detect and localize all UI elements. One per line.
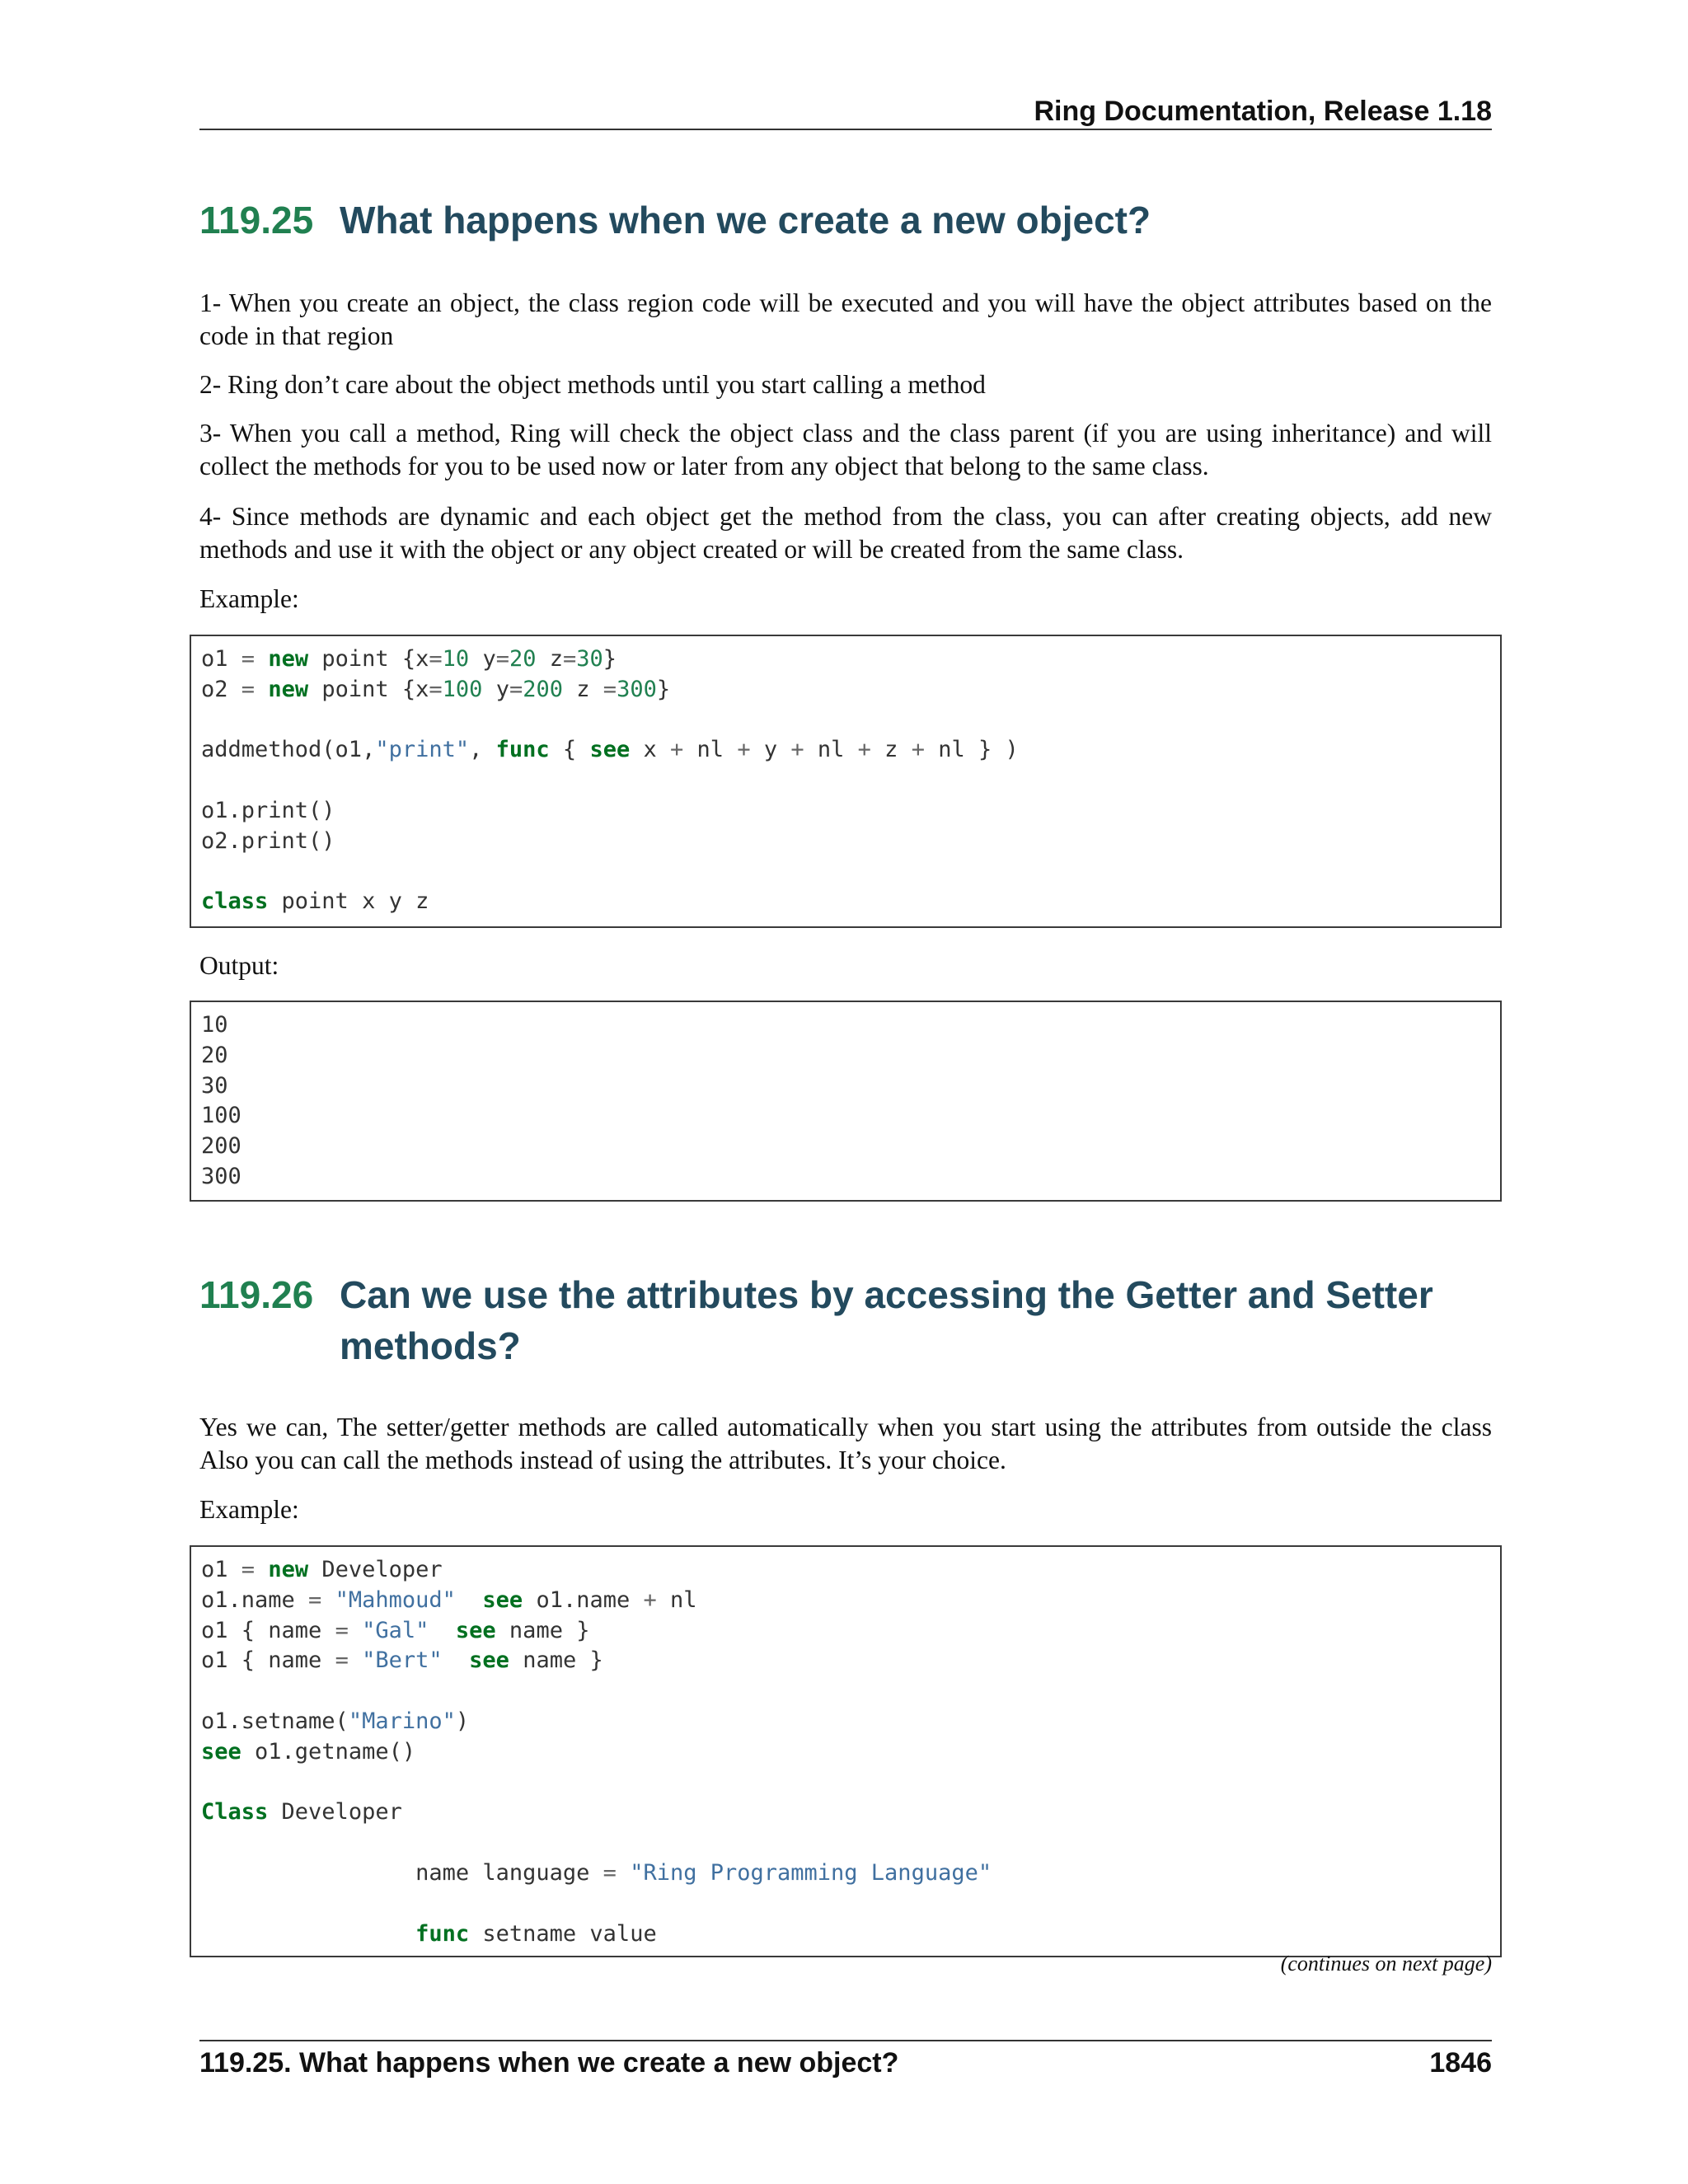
code-token: name } [509, 1647, 603, 1674]
code-line [201, 1858, 1492, 1889]
code-token: } [656, 676, 671, 702]
code-token [617, 1860, 630, 1886]
code-token: { [549, 737, 590, 763]
code-token: "Ring Programming Language" [630, 1859, 992, 1886]
code-token [201, 1921, 415, 1947]
code-token: nl } ) [924, 737, 1019, 763]
code-token: o1 [201, 1557, 241, 1582]
paragraph-getter-setter: Yes we can, The setter/getter methods are called automatically when you start using the attributes from outside the class Also you can call the methods instead of using the attributes. It’s your choice. [199, 1413, 1492, 1474]
output-block [190, 1001, 1502, 1202]
code-token: func [415, 1920, 470, 1947]
code-token [429, 1618, 456, 1643]
code-line [201, 644, 1492, 675]
code-token: } [603, 646, 617, 672]
code-line [201, 1737, 1492, 1768]
output-label: Output: [199, 951, 279, 980]
code-token: z [870, 737, 912, 763]
output-line: 30 [201, 1072, 228, 1099]
output-line: 100 [201, 1103, 241, 1129]
code-line [201, 766, 1492, 796]
code-token: + [790, 737, 804, 763]
footer-rule [199, 2040, 1492, 2041]
code-token: = [603, 1859, 617, 1886]
code-token: y [469, 646, 496, 672]
code-line [201, 1616, 1492, 1647]
paragraph-1: 1- When you create an object, the class region code will be executed and you will have the object attributes based on the code in that region [199, 288, 1492, 350]
code-token: = [563, 646, 577, 672]
code-token: z [536, 646, 563, 672]
section-heading-119-26 [199, 1269, 1492, 1371]
code-block-example-2 [190, 1545, 1502, 1957]
code-token: o2.print() [201, 827, 335, 854]
code-token: o1.getname() [241, 1738, 416, 1765]
code-token: , [469, 737, 496, 763]
code-line [201, 857, 1492, 888]
code-token [456, 1587, 483, 1613]
code-token: z [563, 676, 603, 702]
code-token: = [429, 646, 443, 672]
output-line: 300 [201, 1163, 241, 1189]
footer-section-title: 119.25. What happens when we create a new object? [199, 2047, 899, 2079]
code-line [201, 1828, 1492, 1858]
code-token: point {x [308, 646, 429, 672]
code-token [321, 1587, 335, 1613]
code-token: = [308, 1586, 322, 1613]
code-token: name } [495, 1617, 590, 1643]
output-line: 200 [201, 1133, 241, 1160]
code-token [349, 1647, 362, 1673]
page-number: 1846 [1429, 2047, 1492, 2079]
code-token: class [201, 888, 269, 915]
code-token: o1 { name [201, 1647, 335, 1674]
code-line [201, 796, 1492, 827]
code-token: y [482, 676, 509, 702]
code-block-example-1 [190, 635, 1502, 928]
code-token: 100 [442, 676, 483, 702]
paragraph-2: 2- Ring don’t care about the object methods until you start calling a method [199, 370, 986, 399]
code-line [201, 1768, 1492, 1798]
code-token: o1.name [201, 1586, 309, 1613]
code-token: o1 [201, 646, 241, 672]
code-token [349, 1618, 362, 1643]
code-token [443, 1647, 470, 1673]
code-token: + [643, 1586, 657, 1613]
code-token: 200 [523, 676, 564, 702]
code-token: ) [455, 1708, 470, 1734]
code-token: func [495, 737, 550, 763]
code-token: + [670, 737, 684, 763]
code-token: setname value [469, 1920, 657, 1947]
code-token: "Bert" [362, 1647, 443, 1674]
code-token: see [482, 1586, 523, 1613]
code-token: + [857, 737, 871, 763]
code-line [201, 827, 1492, 857]
code-token [255, 646, 268, 672]
code-line [201, 675, 1492, 705]
code-line [201, 1555, 1492, 1586]
code-token: see [589, 737, 631, 763]
code-token [255, 677, 268, 702]
code-token: see [455, 1617, 496, 1643]
code-token: y [750, 737, 791, 763]
code-token: point {x [308, 676, 429, 702]
code-line [201, 1707, 1492, 1737]
section-heading-119-25 [199, 194, 1492, 246]
section-title: Can we use the attributes by accessing the Getter and Setter methods? [340, 1273, 1433, 1367]
code-token: o2 [201, 676, 241, 702]
running-header [199, 92, 1492, 130]
code-token: o1.print() [201, 797, 335, 823]
code-token: "Mahmoud" [335, 1586, 456, 1613]
code-token: + [737, 737, 751, 763]
code-token: 30 [576, 646, 603, 672]
code-line [201, 735, 1492, 766]
code-line [201, 887, 1492, 917]
code-token: nl [804, 737, 858, 763]
code-line [201, 705, 1492, 736]
code-token: o1.name [523, 1586, 644, 1613]
code-line [201, 1586, 1492, 1616]
code-token: = [429, 676, 443, 702]
code-token: name language [201, 1859, 603, 1886]
code-token: addmethod(o1, [201, 737, 376, 763]
header-title: Ring Documentation, Release 1.18 [1034, 96, 1492, 127]
code-token: "Gal" [362, 1617, 429, 1643]
code-token: nl [656, 1586, 697, 1613]
code-token: 300 [617, 676, 657, 702]
code-line [201, 1919, 1492, 1950]
code-token: + [911, 737, 925, 763]
code-token: new [268, 646, 309, 672]
output-line: 10 [201, 1012, 228, 1038]
paragraph-3: 3- When you call a method, Ring will check the object class and the class parent (if you are using inheritance) and will collect the methods for you to be used now or later from any object that belong to the same class. [199, 419, 1492, 480]
code-token: = [603, 676, 617, 702]
code-token: = [335, 1617, 349, 1643]
code-token: 20 [509, 646, 537, 672]
code-token: Developer [308, 1557, 443, 1582]
code-token: = [495, 646, 509, 672]
section-title: What happens when we create a new object? [340, 199, 1151, 241]
code-token: = [509, 676, 523, 702]
code-token: = [241, 1557, 256, 1582]
code-token: new [268, 1557, 309, 1582]
paragraph-4: 4- Since methods are dynamic and each object get the method from the class, you can after creating objects, add new methods and use it with the object or any object created or will be created from the same class. [199, 502, 1492, 564]
code-line [201, 1646, 1492, 1676]
code-token: = [241, 646, 256, 672]
example-label: Example: [199, 1495, 299, 1524]
code-token: new [268, 676, 309, 702]
example-label: Example: [199, 584, 299, 613]
code-token: point x y z [268, 888, 429, 915]
code-token: nl [683, 737, 738, 763]
code-token: "print" [375, 737, 470, 763]
code-token [255, 1557, 268, 1582]
code-line [201, 1889, 1492, 1919]
code-token: 10 [442, 646, 470, 672]
code-token: = [241, 676, 256, 702]
code-token: see [469, 1647, 509, 1674]
code-token: o1 { name [201, 1617, 335, 1643]
section-number: 119.26 [199, 1273, 314, 1316]
code-token: Class [201, 1799, 269, 1825]
section-number: 119.25 [199, 199, 314, 241]
output-line: 20 [201, 1042, 228, 1068]
code-line [201, 1797, 1492, 1828]
code-token: = [335, 1647, 349, 1674]
code-token: x [630, 737, 671, 763]
code-token: see [201, 1738, 241, 1765]
code-line [201, 1676, 1492, 1707]
code-token: Developer [268, 1799, 402, 1825]
code-token: "Marino" [348, 1708, 456, 1734]
continues-note: (continues on next page) [1280, 1952, 1492, 1975]
code-token: o1.setname( [201, 1708, 349, 1734]
